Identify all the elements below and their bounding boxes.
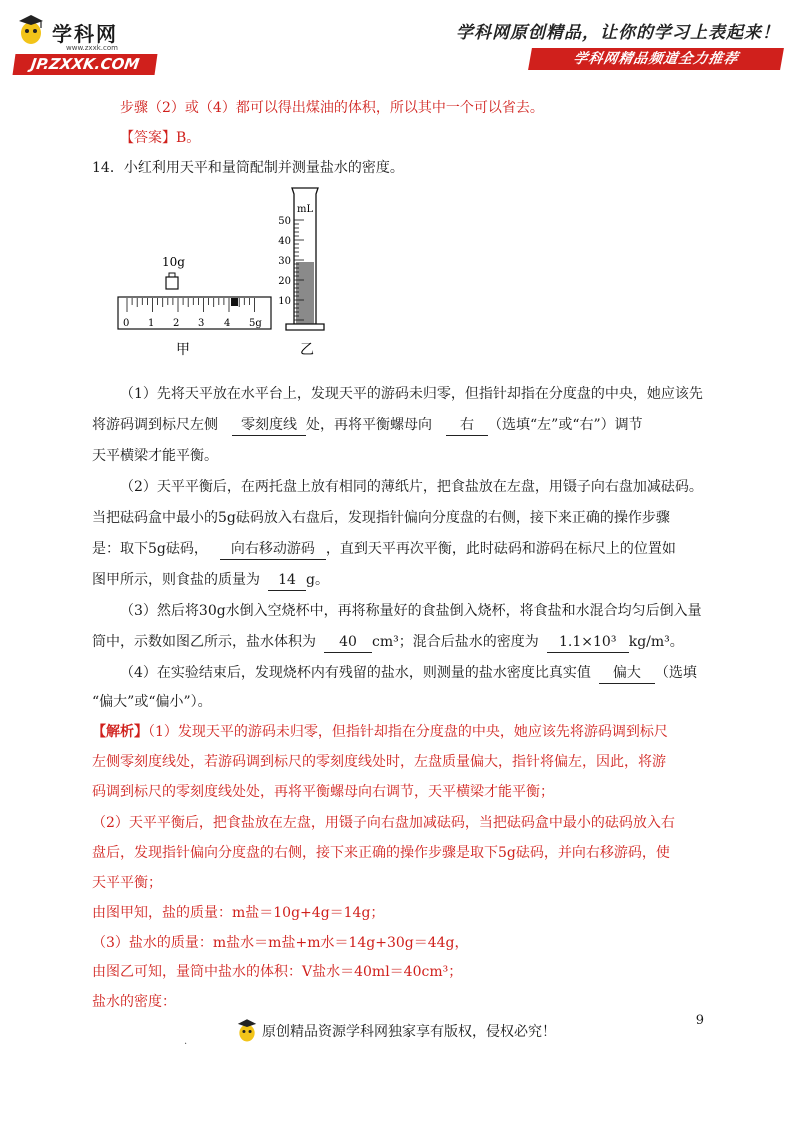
answer-blank: 40 (324, 632, 372, 653)
cylinder-tick-label: 40 (278, 236, 291, 247)
p2-line4: 图甲所示，则食盐的质量为 14 g。 (92, 570, 329, 591)
cylinder-tick-label: 50 (278, 216, 291, 227)
analysis-line10: 盐水的密度： (92, 994, 176, 1010)
caption-b: 乙 (300, 342, 314, 358)
p1-line3: 天平横梁才能平衡。 (92, 448, 218, 464)
analysis-line6: 天平平衡； (92, 875, 162, 891)
logo-url[interactable]: JP.ZXXK.COM (13, 54, 158, 75)
logo-domain-small: www.zxxk.com (66, 44, 118, 52)
analysis-line9: 由图乙可知，量筒中盐水的体积：V盐水＝40ml＝40cm³； (92, 964, 463, 980)
p4-line2: “偏大”或“偏小”）。 (92, 694, 212, 710)
ruler-tick-label: 4 (224, 318, 231, 329)
cylinder-unit: mL (297, 204, 314, 215)
cylinder-tick-label: 10 (278, 296, 291, 307)
cylinder-tick-label: 20 (278, 276, 291, 287)
analysis-line2: 左侧零刻度线处，若游码调到标尺的零刻度线处时，左盘质量偏大，指针将偏左，因此，将游 (92, 754, 666, 770)
analysis-tag: 【解析】 (92, 724, 148, 740)
answer-blank: 向右移动游码 (220, 539, 326, 560)
site-logo[interactable] (14, 12, 159, 74)
analysis-line5: 盘后，发现指针偏向分度盘的右侧，接下来正确的操作步骤是取下5g砝码，并向右移游码，使 (92, 845, 670, 861)
p1-line2: 将游码调到标尺左侧 零刻度线 处，再将平衡螺母向 右 （选填“左”或“右”）调节 (92, 415, 643, 436)
answer-blank: 零刻度线 (232, 415, 306, 436)
header-slogan: 学科网原创精品，让你的学习上表起来！ (456, 23, 780, 43)
intro-line: 步骤（2）或（4）都可以得出煤油的体积，所以其中一个可以省去。 (120, 100, 544, 116)
answer-blank: 偏大 (599, 663, 655, 684)
p1-line1: （1）先将天平放在水平台上，发现天平的游码未归零，但指针却指在分度盘的中央，她应该先 (120, 386, 703, 402)
answer-blank: 1.1×10³ (547, 632, 629, 653)
question-14: 14．小红利用天平和量筒配制并测量盐水的密度。 (92, 160, 404, 176)
analysis-line1: 【解析】（1）发现天平的游码未归零，但指针却指在分度盘的中央，她应该先将游码调到标尺 (92, 724, 668, 740)
rider-slider (231, 298, 238, 306)
p3-line2: 筒中，示数如图乙所示，盐水体积为 40 cm³；混合后盐水的密度为 1.1×10³ kg/m³。 (92, 632, 684, 653)
analysis-line7: 由图甲知，盐的质量：m盐＝10g+4g＝14g； (92, 905, 385, 921)
p2-line3: 是：取下5g砝码， 向右移动游码 ，直到天平再次平衡，此时砝码和游码在标尺上的位置如 (92, 539, 676, 560)
p4-line1: （4）在实验结束后，发现烧杯内有残留的盐水，则测量的盐水密度比真实值 偏大 （选填 (120, 663, 697, 684)
logo-text: 学科网 (52, 22, 118, 46)
ruler-tick-label: 0 (123, 318, 130, 329)
footer-dot: . (184, 1036, 188, 1047)
ruler-tick-label: 1 (148, 318, 155, 329)
ruler-tick-label: 2 (173, 318, 180, 329)
question-figure (110, 182, 350, 362)
ruler-tick-label: 5g (249, 318, 262, 329)
p2-line1: （2）天平平衡后，在两托盘上放有相同的薄纸片，把食盐放在左盘，用镊子向右盘加减砝码。 (120, 479, 703, 495)
weight-icon (166, 273, 178, 289)
mascot-icon (14, 12, 48, 46)
caption-a: 甲 (176, 342, 190, 358)
analysis-line3: 码调到标尺的零刻度线处处，再将平衡螺母向右调节，天平横梁才能平衡； (92, 784, 554, 800)
answer-blank: 14 (268, 570, 306, 591)
answer-blank: 右 (446, 415, 488, 436)
answer-line: 【答案】B。 (120, 130, 201, 146)
page-number: 9 (695, 1013, 704, 1028)
analysis-line8: （3）盐水的质量：m盐水＝m盐+m水＝14g+30g＝44g， (92, 935, 469, 951)
cylinder-tick-label: 30 (278, 256, 291, 267)
copyright-notice: 原创精品资源学科网独家享有版权，侵权必究！ (262, 1024, 556, 1040)
footer-mascot-icon (234, 1016, 260, 1044)
ruler-tick-label: 3 (198, 318, 205, 329)
weight-label: 10g (162, 255, 185, 269)
p3-line1: （3）然后将30g水倒入空烧杯中，再将称量好的食盐倒入烧杯，将食盐和水混合均匀后倒入量 (120, 603, 702, 619)
analysis-line4: （2）天平平衡后，把食盐放在左盘，用镊子向右盘加减砝码，当把砝码盒中最小的砝码放入右 (92, 815, 675, 831)
p2-line2: 当把砝码盒中最小的5g砝码放入右盘后，发现指针偏向分度盘的右侧，接下来正确的操作步骤 (92, 510, 670, 526)
channel-banner[interactable]: 学科网精品频道全力推荐 (528, 48, 784, 70)
